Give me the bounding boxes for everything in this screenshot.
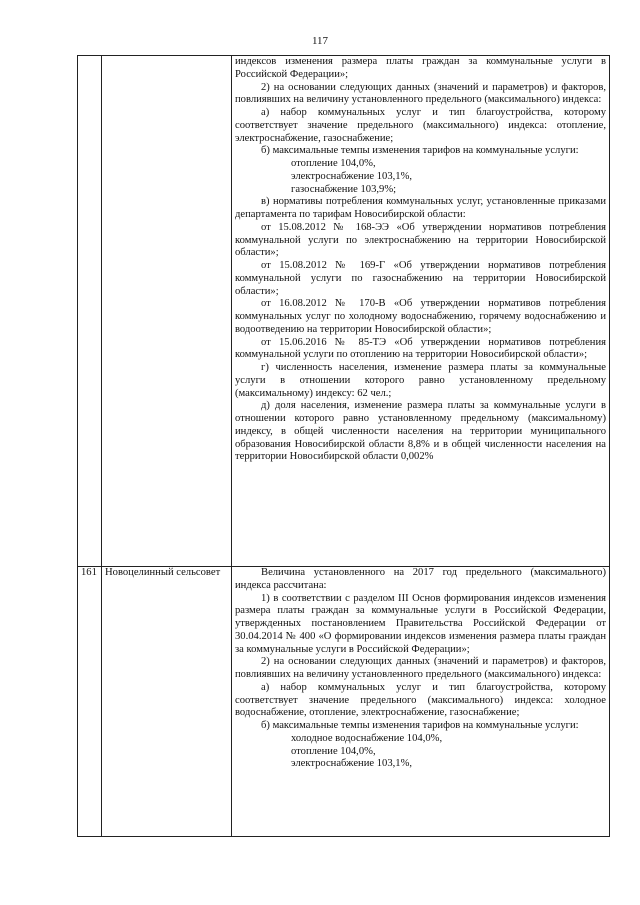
list-item: отопление 104,0%, [291, 158, 376, 169]
description-cell [232, 56, 610, 567]
paragraph: индексов изменения размера платы граждан за коммунальные услуги в Российской Федерации»; [235, 56, 606, 80]
description-cell [232, 567, 610, 837]
paragraph: 2) на основании следующих данных (значений и параметров) и факторов, повлиявших на величину установленного предельного (максимального) индекса: [235, 81, 606, 106]
list-item: холодное водоснабжение 104,0%, [291, 732, 443, 744]
paragraph: от 15.08.2012 № 168-ЭЭ «Об утверждении нормативов потребления коммунальной услуги по электроснабжению на территории Новосибирской области»; [235, 221, 606, 259]
list-item: электроснабжение 103,1%, [291, 170, 413, 182]
table-row [78, 56, 610, 567]
list-item: отопление 104,0%, [291, 745, 376, 757]
paragraph: от 15.08.2012 № 169-Г «Об утверждении нормативов потребления коммунальной услуги по газоснабжению на территории Новосибирской области»; [235, 260, 606, 297]
paragraph: Величина установленного на 2017 год предельного (максимального) индекса рассчитана: [235, 567, 606, 591]
page-number: 117 [311, 35, 329, 47]
paragraph: от 15.06.2016 № 85-ТЭ «Об утверждении нормативов потребления коммунальной услуги по отоплению на территории Новосибирской области»; [235, 336, 606, 361]
table-row [78, 567, 610, 837]
paragraph: г) численность населения, изменение размера платы за коммунальные услуги в отношении которого равно установленному предельному (максимальному) индексу: 62 чел.; [235, 362, 606, 399]
row-number-cell: 161 [78, 567, 102, 837]
paragraph: от 16.08.2012 № 170-В «Об утверждении нормативов потребления коммунальных услуг по холодному водоснабжению, горячему водоснабжению и водоотведению на территории Новосибирской области»; [235, 298, 606, 335]
municipality-cell [102, 567, 232, 837]
paragraph: б) максимальные темпы изменения тарифов на коммунальные услуги: [261, 720, 579, 731]
list-item: электроснабжение 103,1%, [291, 758, 413, 770]
paragraph: 1) в соответствии с разделом III Основ формирования индексов изменения размера платы граждан за коммунальные услуги в Российской Федерации, утвержденных постановлением Правительства Российской Федерации от 30.04.2014 № 400 «О формировании индексов изменения размера платы граждан за коммунальные услуги в Российской Федерации»; [235, 592, 606, 655]
paragraph: б) максимальные темпы изменения тарифов на коммунальные услуги: [261, 145, 579, 157]
municipality-name: Новоцелинный сельсовет [105, 567, 221, 578]
municipality-cell [102, 56, 232, 567]
list-item: газоснабжение 103,9%; [291, 183, 397, 195]
row-number-cell [78, 56, 102, 567]
paragraph: а) набор коммунальных услуг и тип благоустройства, которому соответствует значение предельного (максимального) индекса: холодное водоснабжение, отопление, электроснабжение, газоснабжение; [235, 681, 606, 719]
paragraph: в) нормативы потребления коммунальных услуг, установленные приказами департамента по тарифам Новосибирской области: [235, 196, 606, 220]
paragraph: 2) на основании следующих данных (значений и параметров) и факторов, повлиявших на величину установленного предельного (максимального) индекса: [235, 656, 606, 680]
paragraph: а) набор коммунальных услуг и тип благоустройства, которому соответствует значение предельного (максимального) индекса: отопление, электроснабжение, газоснабжение; [235, 107, 606, 144]
document-table [77, 55, 610, 837]
paragraph: д) доля населения, изменение размера платы за коммунальные услуги в отношении которого равно установленному предельному (максимальному) индексу, в общей численности населения на территории муниципального образования Новосибирской области 8,8% и в общей численности населения на территории Новосибирской области 0,002% [235, 400, 606, 463]
